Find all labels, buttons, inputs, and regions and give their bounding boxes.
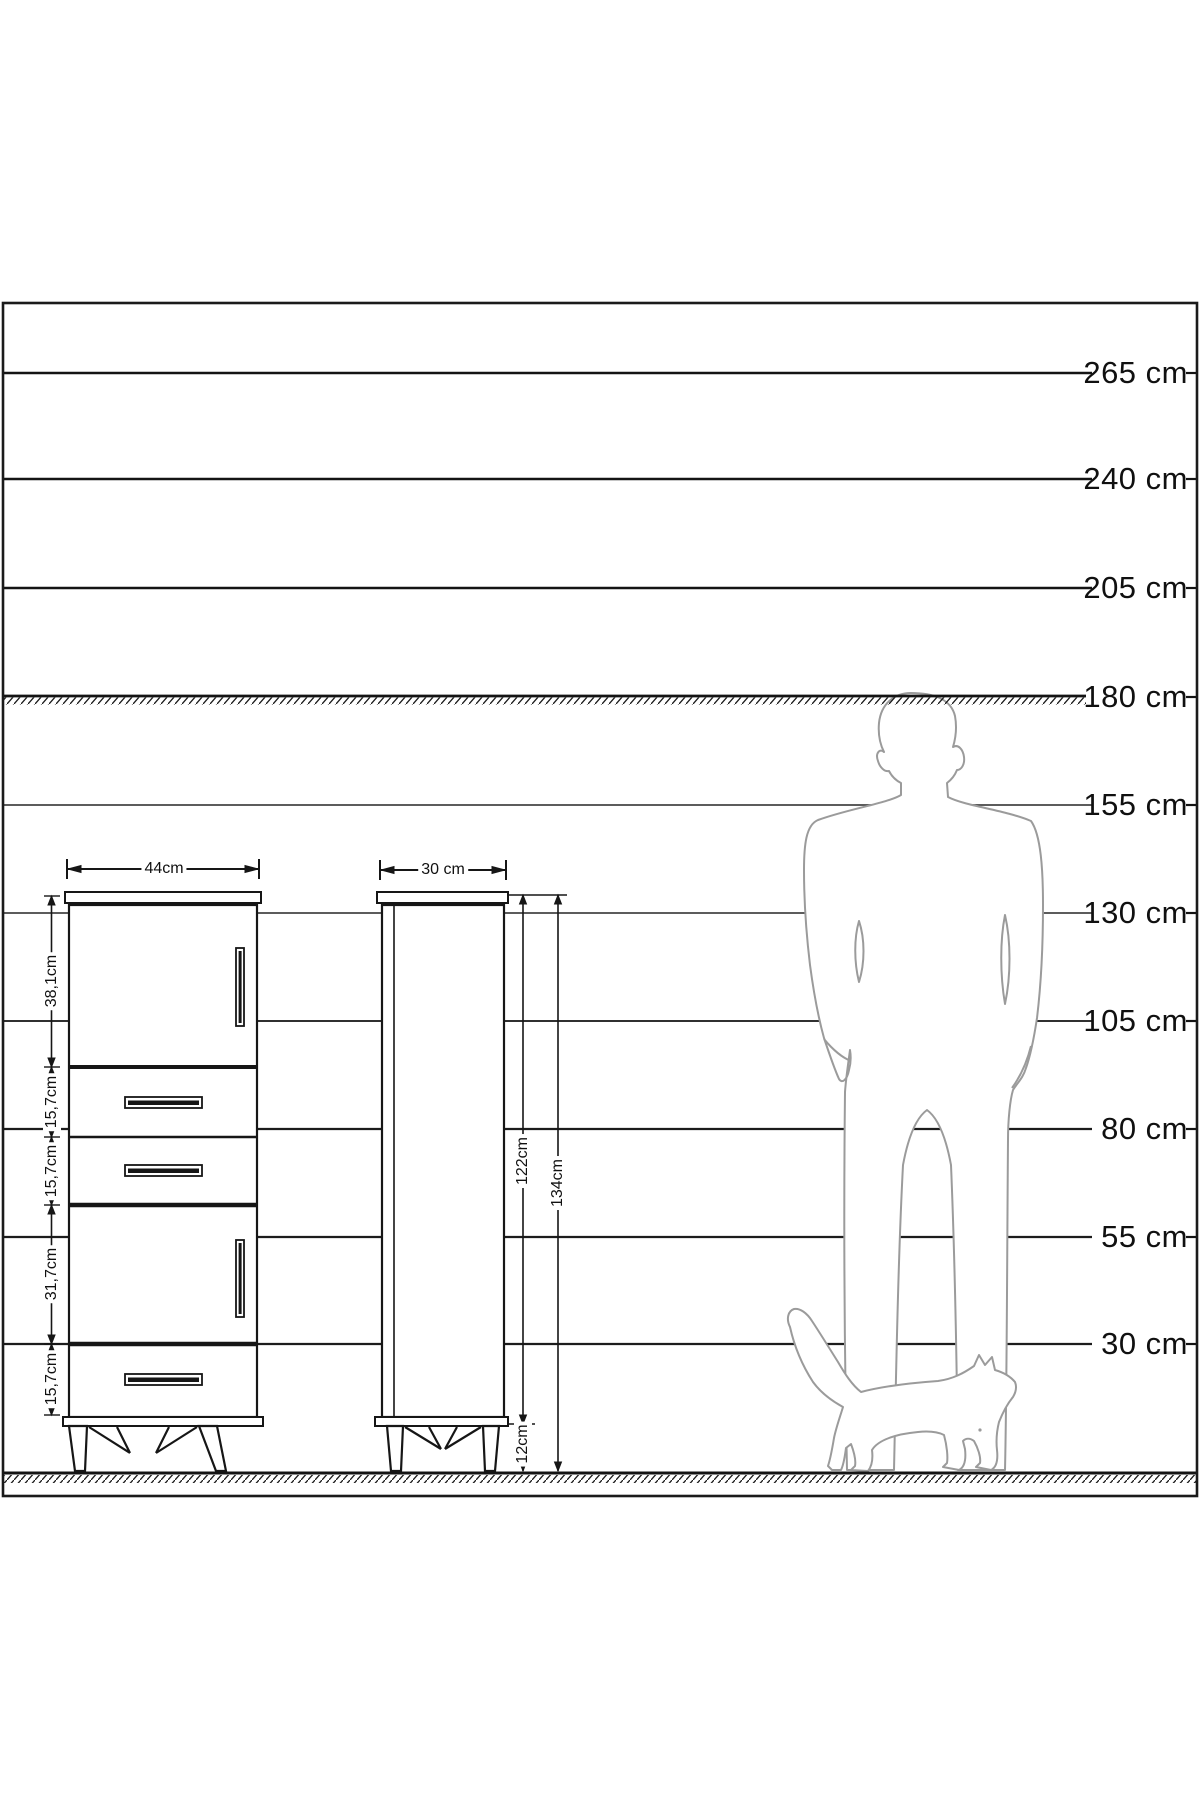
front-section-label-1: 38,1cm	[43, 952, 61, 1010]
cabinet-front-view	[63, 892, 263, 1471]
door-handle-bottom	[236, 1240, 244, 1317]
scale-label-80: 80 cm	[1101, 1111, 1188, 1146]
height-180-hatched-line	[3, 696, 1086, 705]
drawer-handle-1	[125, 1097, 202, 1108]
front-width-label: 44cm	[141, 860, 186, 878]
scale-label-105: 105 cm	[1083, 1003, 1188, 1038]
front-section-label-2: 15,7cm	[43, 1073, 61, 1131]
door-handle-top	[236, 948, 244, 1026]
front-section-label-3: 15,7cm	[43, 1142, 61, 1200]
scale-label-55: 55 cm	[1101, 1219, 1188, 1254]
scale-label-155: 155 cm	[1083, 787, 1188, 822]
scale-label-180: 180 cm	[1083, 679, 1188, 714]
scale-label-205: 205 cm	[1083, 570, 1188, 605]
side-body-height-label: 122cm	[514, 1134, 532, 1188]
side-leg-height-label: 12cm	[514, 1421, 532, 1466]
man-right-hand-slit	[1001, 915, 1009, 1004]
cabinet-side-legs	[387, 1426, 499, 1471]
front-section-label-5: 15,7cm	[43, 1350, 61, 1408]
scale-label-240: 240 cm	[1083, 461, 1188, 496]
scale-label-30: 30 cm	[1101, 1326, 1188, 1361]
cabinet-front-legs	[69, 1426, 226, 1471]
label-right-ticks	[1186, 373, 1197, 1344]
man-left-hand-slit	[855, 921, 863, 982]
front-section-label-4: 31,7cm	[43, 1245, 61, 1303]
side-total-height-label: 134cm	[549, 1156, 567, 1210]
man-silhouette	[804, 693, 1043, 1470]
cabinet-side-view	[375, 892, 508, 1471]
drawer-handle-2	[125, 1165, 202, 1176]
scale-label-265: 265 cm	[1083, 355, 1188, 390]
drawer-handle-3	[125, 1374, 202, 1385]
cat-mark-dot	[978, 1428, 981, 1431]
side-depth-label: 30 cm	[418, 861, 468, 879]
ground-line	[3, 1473, 1197, 1483]
scale-label-130: 130 cm	[1083, 895, 1188, 930]
